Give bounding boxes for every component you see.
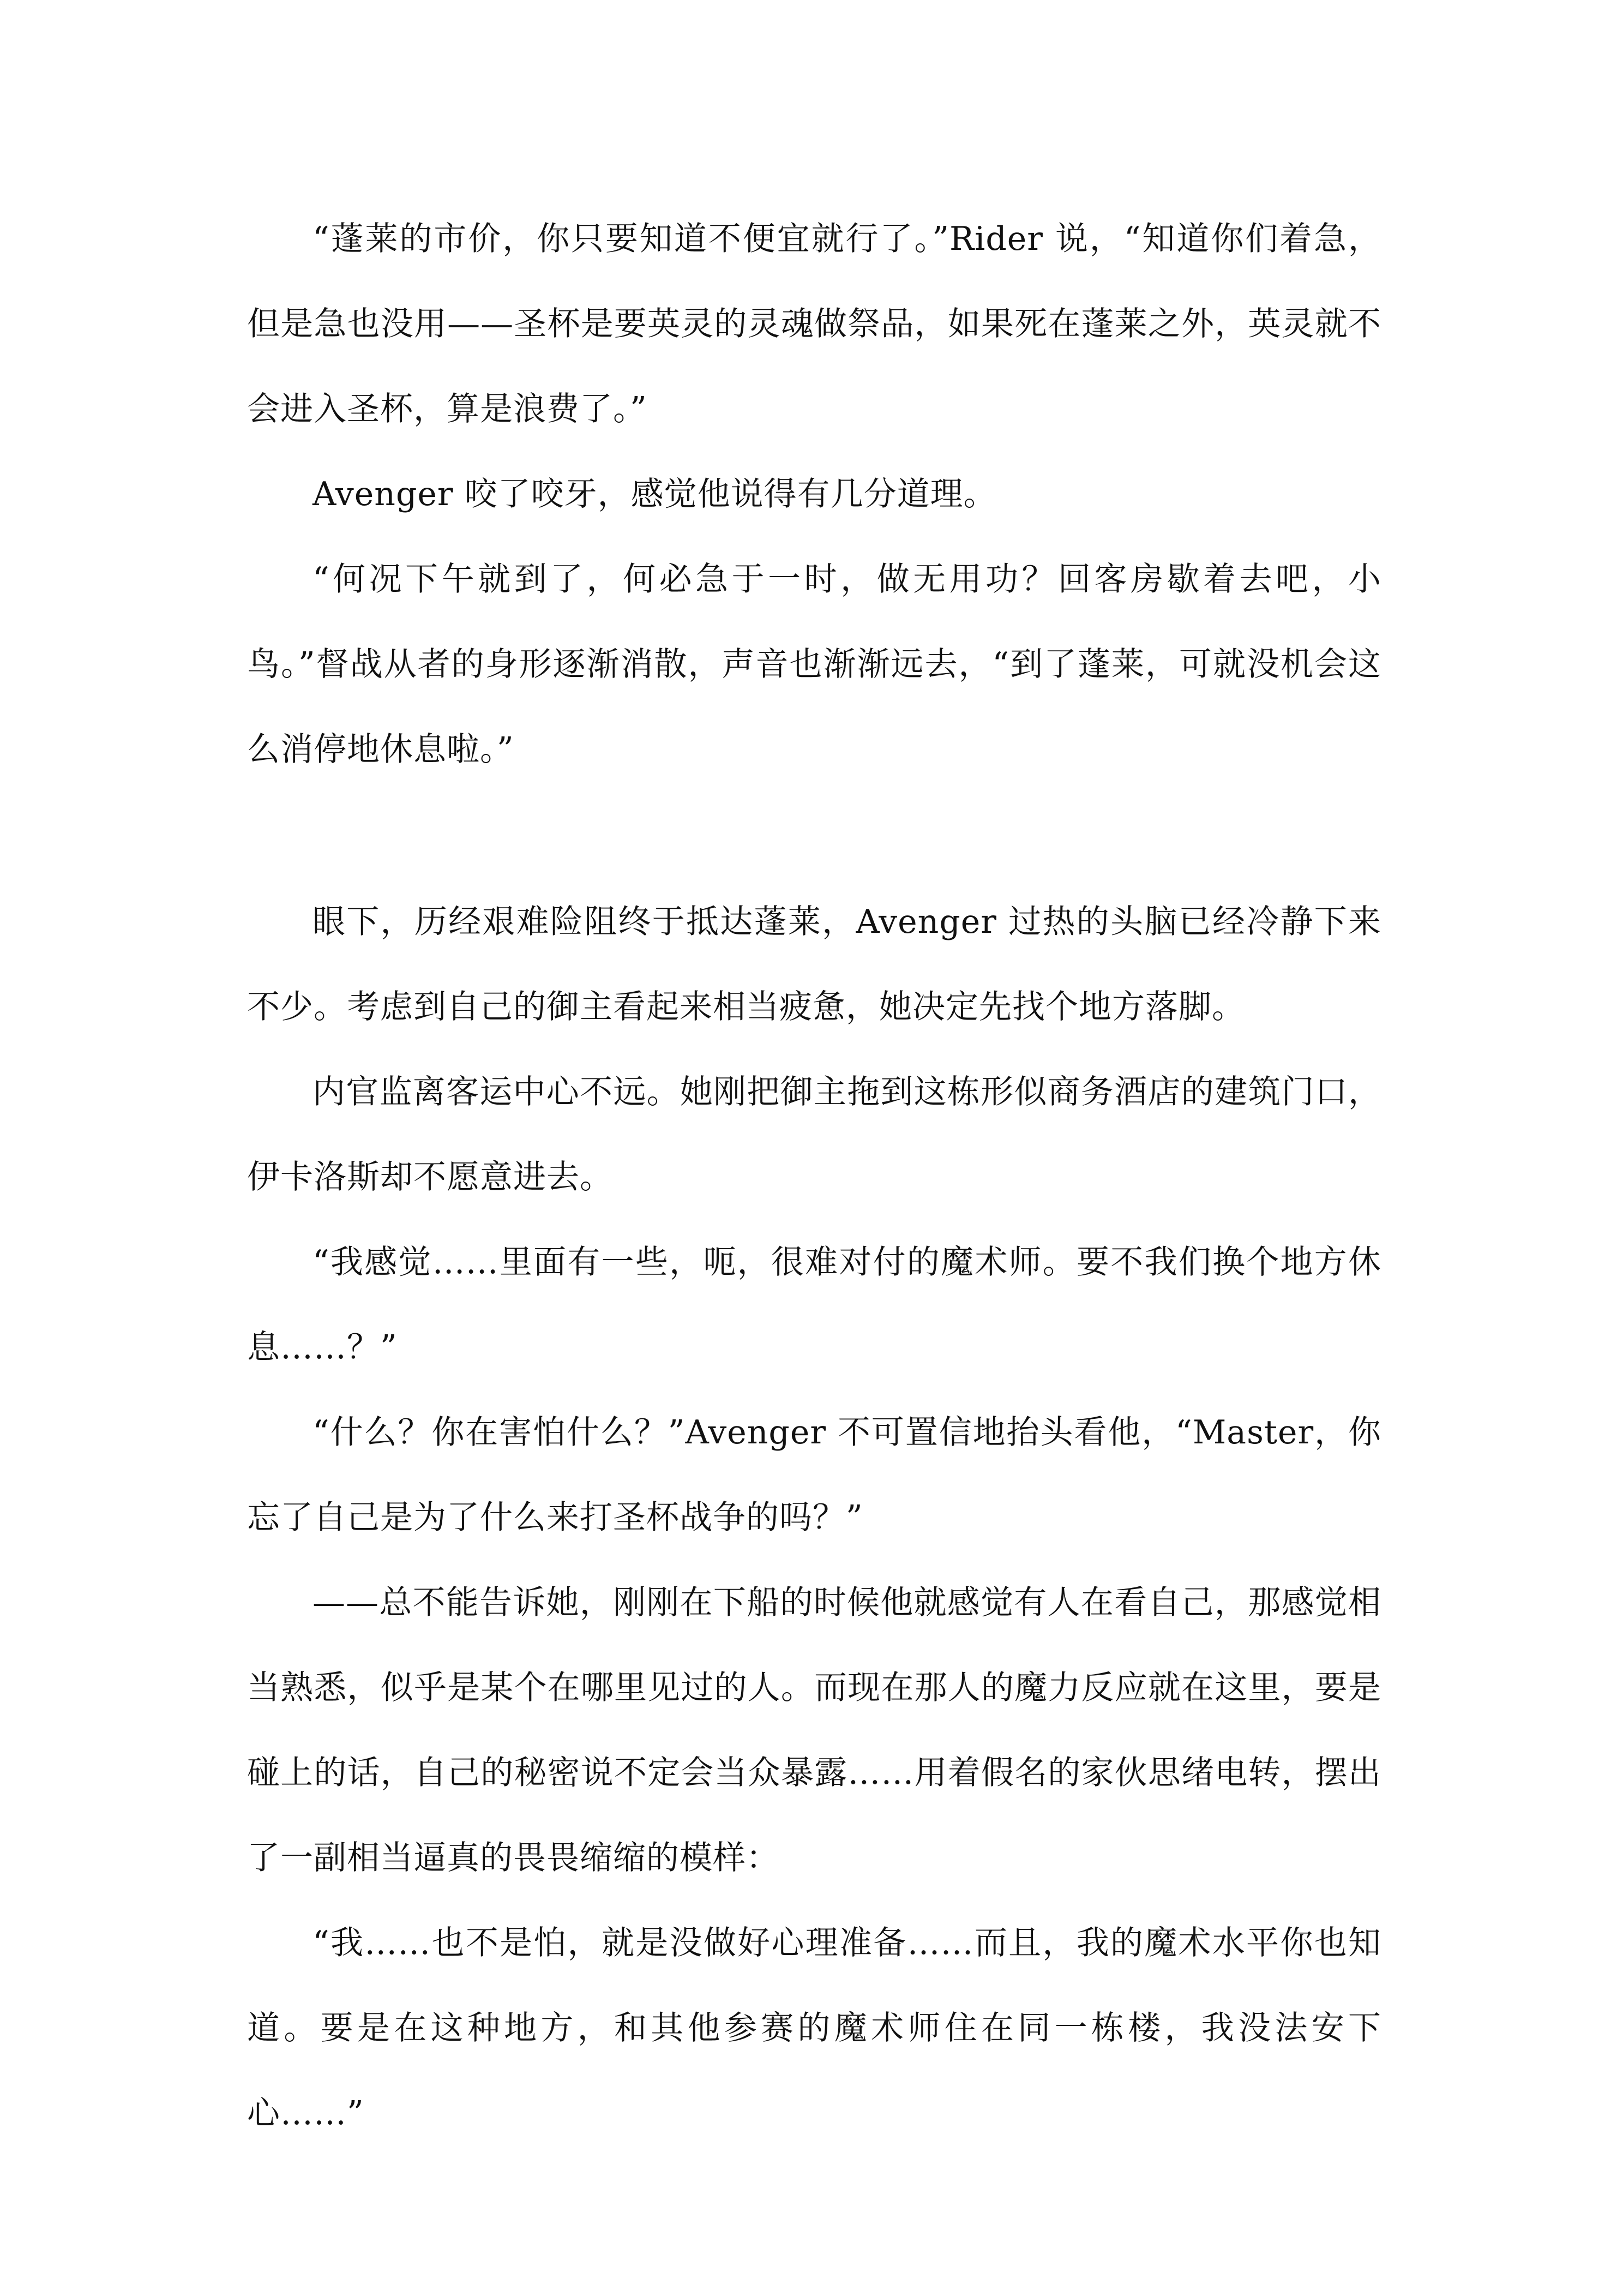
paragraph: “什么？你在害怕什么？”Avenger 不可置信地抬头看他，“Master，你忘了自己是为了什么来打圣杯战争的吗？” — [247, 1413, 1381, 1537]
section-break — [247, 792, 1381, 879]
paragraph: “蓬莱的市价，你只要知道不便宜就行了。”Rider 说，“知道你们着急，但是急也没用——圣杯是要英灵的灵魂做祭品，如果死在蓬莱之外，英灵就不会进入圣杯，算是浪费了。” — [247, 220, 1381, 428]
paragraph: “何况下午就到了，何必急于一时，做无用功？回客房歇着去吧，小鸟。”督战从者的身形逐渐消散，声音也渐渐远去，“到了蓬莱，可就没机会这么消停地休息啦。” — [247, 560, 1381, 769]
paragraph: “我感觉……里面有一些，呃，很难对付的魔术师。要不我们换个地方休息……？” — [247, 1243, 1381, 1366]
paragraph: Avenger 咬了咬牙，感觉他说得有几分道理。 — [312, 475, 997, 513]
paragraph: “我……也不是怕，就是没做好心理准备……而且，我的魔术水平你也知道。要是在这种地方，和其他参赛的魔术师住在同一栋楼，我没法安下心……” — [247, 1924, 1381, 2132]
paragraph: ——总不能告诉她，刚刚在下船的时候他就感觉有人在看自己，那感觉相当熟悉，似乎是某个在哪里见过的人。而现在那人的魔力反应就在这里，要是碰上的话，自己的秘密说不定会当众暴露……用着假名的家伙思绪电转，摆出了一副相当逼真的畏畏缩缩的模样： — [247, 1584, 1381, 1877]
paragraph: 内官监离客运中心不远。她刚把御主拖到这栋形似商务酒店的建筑门口，伊卡洛斯却不愿意进去。 — [247, 1073, 1381, 1196]
body-text — [247, 196, 1381, 2156]
paragraph: 眼下，历经艰难险阻终于抵达蓬莱，Avenger 过热的头脑已经冷静下来不少。考虑到自己的御主看起来相当疲惫，她决定先找个地方落脚。 — [247, 903, 1381, 1026]
